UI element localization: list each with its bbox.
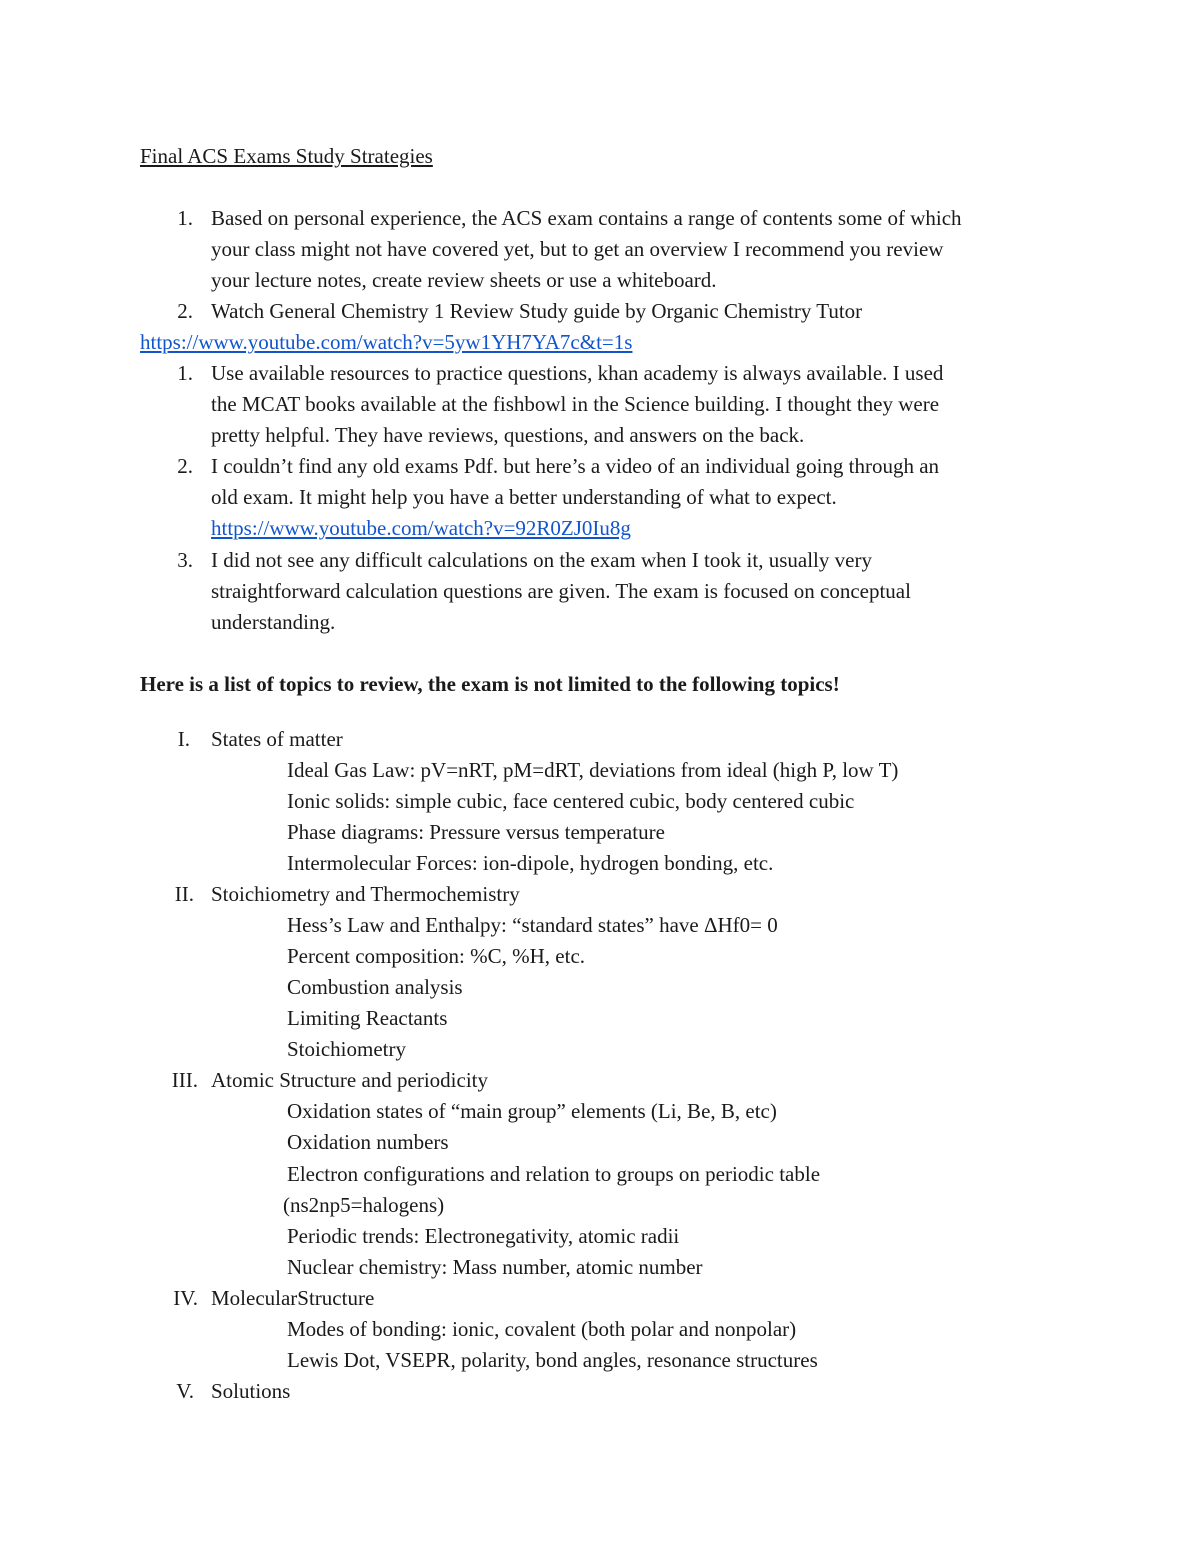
topic-label: Atomic Structure and periodicity [211, 1068, 489, 1092]
list-number: 2. [177, 454, 193, 478]
list-item-text: old exam. It might help you have a better understanding of what to expect. [211, 485, 837, 509]
list-number: 3. [177, 548, 193, 572]
topic-subitem: (ns2np5=halogens) [283, 1193, 445, 1217]
topic-subitem: Hess’s Law and Enthalpy: “standard states” have ΔHf0= 0 [287, 913, 778, 937]
topic-subitem: Stoichiometry [287, 1037, 406, 1061]
topic-subitem: Oxidation numbers [287, 1130, 449, 1154]
topic-numeral: III. [171, 1068, 198, 1092]
topic-label: MolecularStructure [211, 1286, 375, 1310]
list-item-text: I did not see any difficult calculations on the exam when I took it, usually very [211, 548, 872, 572]
list-item-text: Based on personal experience, the ACS exam contains a range of contents some of which [211, 206, 962, 230]
topic-subitem: Ideal Gas Law: pV=nRT, pM=dRT, deviations from ideal (high P, low T) [287, 758, 899, 782]
list-item-text: understanding. [211, 610, 336, 634]
topic-label: States of matter [211, 727, 343, 751]
topic-subitem: Limiting Reactants [287, 1006, 448, 1030]
list-item-text: Use available resources to practice questions, khan academy is always available. I used [211, 361, 944, 385]
topic-label: Solutions [211, 1379, 291, 1403]
list-number: 1. [177, 361, 193, 385]
list-item-text: pretty helpful. They have reviews, questions, and answers on the back. [211, 423, 805, 447]
topic-subitem: Lewis Dot, VSEPR, polarity, bond angles, resonance structures [287, 1348, 818, 1372]
list-item-text: your lecture notes, create review sheets or use a whiteboard. [211, 268, 717, 292]
topic-subitem: Modes of bonding: ionic, covalent (both polar and nonpolar) [287, 1317, 797, 1341]
list-item-text: straightforward calculation questions are given. The exam is focused on conceptual [211, 579, 911, 603]
topics-heading: Here is a list of topics to review, the exam is not limited to the following topics! [140, 672, 840, 696]
youtube-link-2[interactable]: https://www.youtube.com/watch?v=92R0ZJ0Iu8g [211, 516, 631, 540]
list-number: 2. [177, 299, 193, 323]
document-title: Final ACS Exams Study Strategies [140, 144, 433, 168]
topic-subitem: Oxidation states of “main group” elements (Li, Be, B, etc) [287, 1099, 777, 1123]
topic-subitem: Phase diagrams: Pressure versus temperature [287, 820, 665, 844]
topic-subitem: Intermolecular Forces: ion-dipole, hydrogen bonding, etc. [287, 851, 774, 875]
topic-subitem: Electron configurations and relation to groups on periodic table [287, 1162, 821, 1186]
list-item-text: the MCAT books available at the fishbowl in the Science building. I thought they were [211, 392, 940, 416]
list-item-text: Watch General Chemistry 1 Review Study guide by Organic Chemistry Tutor [211, 299, 863, 323]
list-item-text: I couldn’t find any old exams Pdf. but here’s a video of an individual going through an [211, 454, 940, 478]
topic-numeral: I. [177, 727, 190, 751]
youtube-link-1[interactable]: https://www.youtube.com/watch?v=5yw1YH7YA7c&t=1s [140, 330, 633, 354]
topic-label: Stoichiometry and Thermochemistry [211, 882, 520, 906]
topic-subitem: Combustion analysis [287, 975, 463, 999]
topic-subitem: Periodic trends: Electronegativity, atomic radii [287, 1224, 680, 1248]
topic-subitem: Percent composition: %C, %H, etc. [287, 944, 586, 968]
list-item-text: your class might not have covered yet, but to get an overview I recommend you review [211, 237, 944, 261]
list-number: 1. [177, 206, 193, 230]
topic-numeral: IV. [173, 1286, 198, 1310]
topic-numeral: V. [176, 1379, 194, 1403]
topic-subitem: Ionic solids: simple cubic, face centered cubic, body centered cubic [287, 789, 855, 813]
topic-subitem: Nuclear chemistry: Mass number, atomic number [287, 1255, 703, 1279]
topic-numeral: II. [174, 882, 194, 906]
